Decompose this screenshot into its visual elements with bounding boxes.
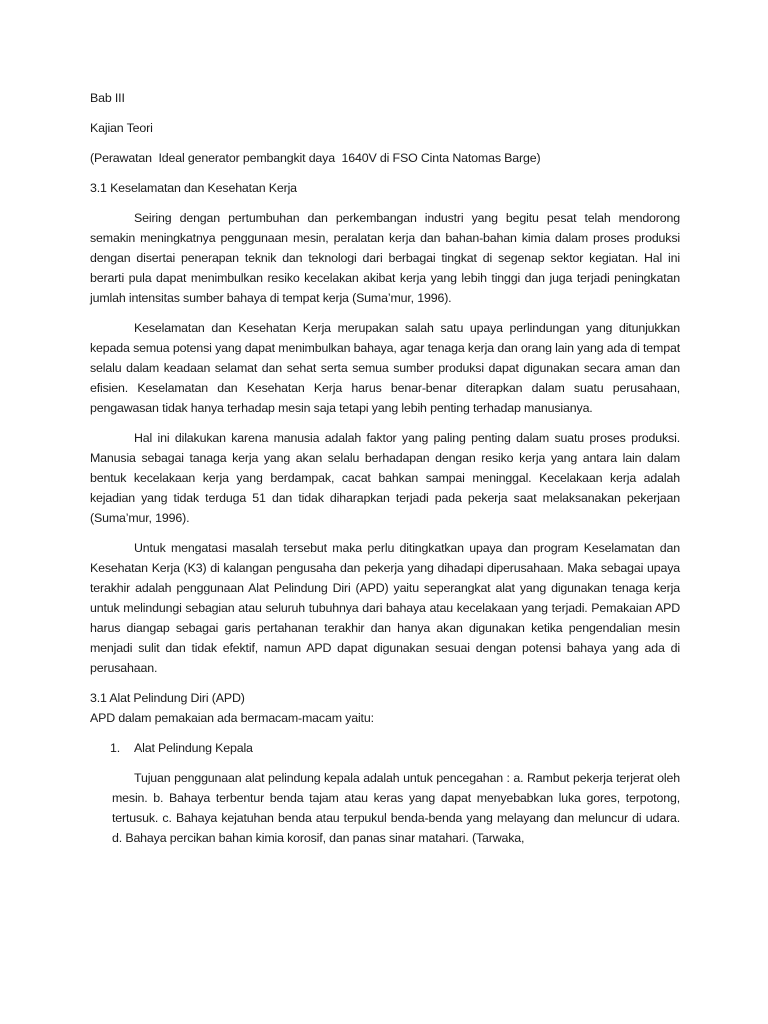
list-item-1-text: Tujuan penggunaan alat pelindung kepala adalah untuk pencegahan : a. Rambut pekerja terjerat oleh mesin. b. Bahaya terbentur benda tajam atau keras yang dapat menyebabkan luka gores, terpotong, tertusuk. c. Bahaya kejatuhan benda atau terpukul benda-benda yang melayang dan meluncur di udara. d. Bahaya percikan bahan kimia korosif, dan panas sinar matahari. (Tarwaka, [112, 771, 680, 845]
paragraph-3: Hal ini dilakukan karena manusia adalah faktor yang paling penting dalam suatu proses produksi. Manusia sebagai tanaga kerja yang akan selalu berhadapan dengan resiko kerja yang antara lain dalam bentuk kecelakaan kerja yang berdampak, cacat bahkan sampai meninggal. Kecelakaan kerja adalah kejadian yang tidak terduga 51 dan tidak diharapkan terjadi pada pekerja saat melaksanakan pekerjaan (Suma’mur, 1996). [90, 431, 680, 525]
section-heading-apd: 3.1 Alat Pelindung Diri (APD) [90, 691, 245, 705]
chapter-number: Bab III [90, 91, 125, 105]
paragraph-4: Untuk mengatasi masalah tersebut maka perlu ditingkatkan upaya dan program Keselamatan dan Kesehatan Kerja (K3) di kalangan pengusaha dan pekerja yang dihadapi diperusahaan. Maka sebagai upaya terakhir adalah penggunaan Alat Pelindung Diri (APD) yaitu seperangkat alat yang digunakan tenaga kerja untuk melindungi sebagian atau seluruh tubuhnya dari bahaya atau kecelakaan yang terjadi. Pemakaian APD harus diangap sebagai garis pertahanan terakhir dan hanya akan digunakan ketika pengendalian mesin menjadi sulit dan tidak efektif, namun APD dapat digunakan sesuai dengan potensi bahaya yang ada di perusahaan. [90, 541, 680, 675]
list-item-1 [110, 738, 680, 758]
document-subtitle: (Perawatan Ideal generator pembangkit daya 1640V di FSO Cinta Natomas Barge) [90, 151, 541, 165]
section-apd-intro: APD dalam pemakaian ada bermacam-macam yaitu: [90, 711, 374, 725]
document-page [90, 88, 680, 848]
section-heading-k3: 3.1 Keselamatan dan Kesehatan Kerja [90, 181, 297, 195]
paragraph-2: Keselamatan dan Kesehatan Kerja merupakan salah satu upaya perlindungan yang ditunjukkan kepada semua potensi yang dapat menimbulkan bahaya, agar tenaga kerja dan orang lain yang ada di tempat selalu dalam keadaan selamat dan sehat serta semua sumber produksi dapat digunakan secara aman dan efisien. Keselamatan dan Kesehatan Kerja harus benar-benar diterapkan dalam suatu perusahaan, pengawasan tidak hanya terhadap mesin saja tetapi yang lebih penting terhadap manusianya. [90, 321, 680, 415]
paragraph-1: Seiring dengan pertumbuhan dan perkembangan industri yang begitu pesat telah mendorong semakin meningkatnya penggunaan mesin, peralatan kerja dan bahan-bahan kimia dalam proses produksi dengan disertai penerapan teknik dan teknologi dari berbagai tingkat di segenap sektor kegiatan. Hal ini berarti pula dapat menimbulkan resiko kecelakan akibat kerja yang lebih tinggi dan juga terjadi peningkatan jumlah intensitas sumber bahaya di tempat kerja (Suma’mur, 1996). [90, 211, 680, 305]
list-item-number: 1. [110, 741, 121, 755]
chapter-title: Kajian Teori [90, 121, 153, 135]
list-item-title: Alat Pelindung Kepala [134, 741, 253, 755]
